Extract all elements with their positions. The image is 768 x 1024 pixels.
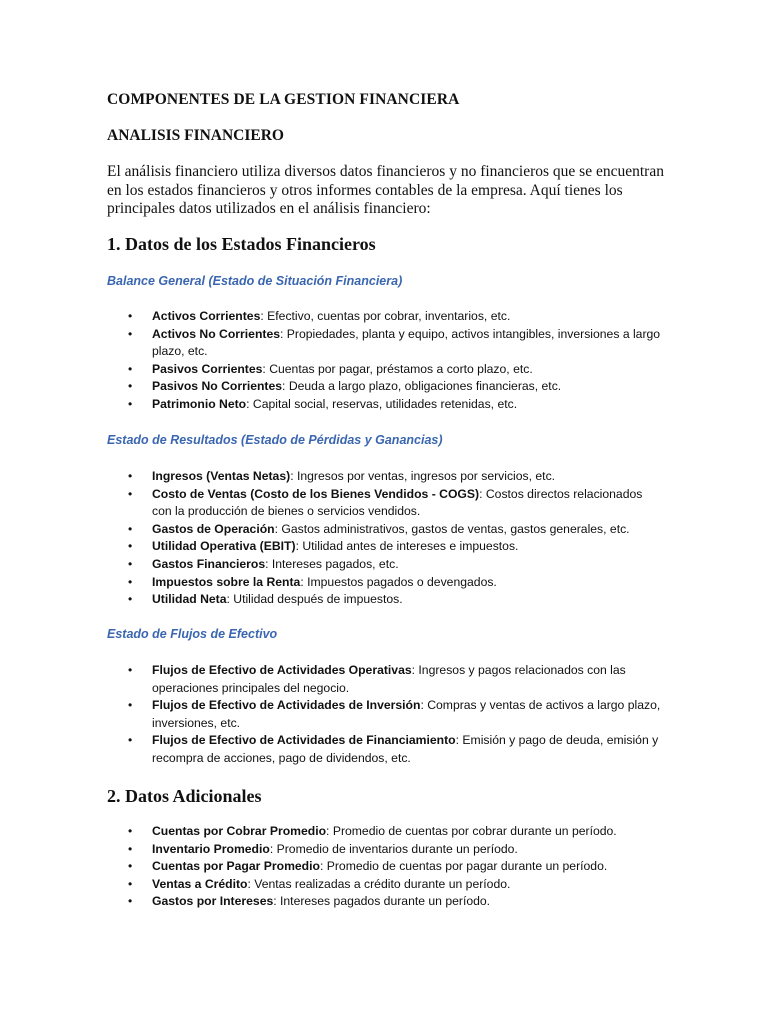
list-item-term: Activos Corrientes — [152, 309, 261, 323]
list-item-description: : Intereses pagados durante un período. — [273, 894, 491, 909]
estado-resultados-heading: Estado de Resultados (Estado de Pérdidas y Ganancias) — [107, 433, 443, 447]
list-item-description: : Costos directos relacionados con la producción de bienes o servicios vendidos. — [152, 486, 643, 519]
list-item-description: : Compras y ventas de activos a largo plazo, inversiones, etc. — [152, 698, 661, 730]
estado-resultados-list — [128, 468, 663, 609]
list-item — [128, 841, 663, 859]
balance-general-heading: Balance General (Estado de Situación Financiera) — [107, 274, 403, 288]
list-item-description: : Deuda a largo plazo, obligaciones financieras, etc. — [282, 379, 562, 394]
list-item — [128, 876, 663, 894]
bullet-icon: • — [128, 396, 133, 411]
section-2-heading: 2. Datos Adicionales — [107, 786, 262, 806]
list-item-description: : Promedio de cuentas por cobrar durante un período. — [326, 824, 617, 838]
list-item-description: : Efectivo, cuentas por cobrar, inventarios, etc. — [260, 309, 511, 323]
bullet-icon: • — [128, 824, 133, 838]
list-item-description: : Utilidad antes de intereses e impuestos. — [295, 539, 519, 554]
list-item — [128, 308, 663, 326]
list-item — [128, 574, 663, 592]
list-item — [128, 521, 663, 539]
list-item — [128, 486, 663, 521]
list-item-term: Impuestos sobre la Renta — [152, 574, 301, 589]
list-item-description: : Ingresos y pagos relacionados con las operaciones principales del negocio. — [152, 663, 626, 695]
list-item-description: : Ingresos por ventas, ingresos por servicios, etc. — [290, 469, 556, 483]
list-item — [128, 732, 663, 767]
bullet-icon: • — [128, 876, 133, 891]
list-item-description: : Utilidad después de impuestos. — [226, 592, 403, 607]
list-item-term: Ingresos (Ventas Netas) — [152, 469, 291, 483]
list-item-term: Utilidad Neta — [152, 592, 227, 607]
list-item — [128, 326, 663, 361]
bullet-icon: • — [128, 326, 133, 341]
bullet-icon: • — [128, 361, 133, 376]
list-item-term: Flujos de Efectivo de Actividades de Financiamiento — [152, 733, 456, 748]
balance-general-list — [128, 308, 663, 414]
list-item-description: : Emisión y pago de deuda, emisión y recompra de acciones, pago de dividendos, etc. — [152, 733, 659, 765]
list-item-description: : Promedio de inventarios durante un período. — [269, 841, 518, 856]
list-item-term: Flujos de Efectivo de Actividades de Inversión — [152, 698, 421, 713]
intro-paragraph: El análisis financiero utiliza diversos datos financieros y no financieros que se encuentran en los estados financieros y otros informes contables de la empresa. Aquí tienes los principales datos utilizados en el análisis financiero: — [107, 163, 664, 217]
list-item-term: Ventas a Crédito — [152, 876, 248, 891]
list-item — [128, 858, 663, 876]
list-item-term: Gastos de Operación — [152, 521, 275, 536]
bullet-icon: • — [128, 469, 133, 483]
list-item — [128, 662, 663, 697]
bullet-icon: • — [128, 521, 133, 536]
list-item-term: Cuentas por Pagar Promedio — [152, 859, 320, 874]
list-item-term: Pasivos Corrientes — [152, 361, 263, 376]
list-item-term: Activos No Corrientes — [152, 326, 280, 341]
list-item-term: Utilidad Operativa (EBIT) — [152, 539, 296, 554]
list-item-description: : Promedio de cuentas por pagar durante un período. — [319, 859, 608, 874]
list-item-description: : Gastos administrativos, gastos de ventas, gastos generales, etc. — [274, 521, 630, 536]
document-subtitle: ANALISIS FINANCIERO — [107, 127, 284, 144]
bullet-icon: • — [128, 841, 133, 856]
list-item — [128, 556, 663, 574]
list-item-description: : Impuestos pagados o devengados. — [300, 574, 497, 589]
bullet-icon: • — [128, 379, 133, 394]
list-item-term: Patrimonio Neto — [152, 396, 247, 411]
bullet-icon: • — [128, 486, 133, 501]
list-item-term: Flujos de Efectivo de Actividades Operativas — [152, 663, 412, 677]
list-item-description: : Intereses pagados, etc. — [265, 556, 399, 571]
bullet-icon: • — [128, 663, 133, 677]
flujos-efectivo-list — [128, 662, 663, 768]
list-item — [128, 697, 663, 732]
bullet-icon: • — [128, 309, 133, 323]
list-item — [128, 823, 663, 841]
list-item-description: : Ventas realizadas a crédito durante un período. — [247, 876, 511, 891]
list-item-term: Costo de Ventas (Costo de los Bienes Vendidos - COGS) — [152, 486, 480, 501]
flujos-efectivo-heading: Estado de Flujos de Efectivo — [107, 627, 278, 641]
document-title: COMPONENTES DE LA GESTION FINANCIERA — [107, 91, 460, 108]
list-item-term: Gastos Financieros — [152, 556, 266, 571]
bullet-icon: • — [128, 894, 133, 909]
list-item-term: Cuentas por Cobrar Promedio — [152, 824, 327, 838]
list-item-description: : Capital social, reservas, utilidades retenidas, etc. — [246, 396, 518, 411]
list-item-description: : Cuentas por pagar, préstamos a corto plazo, etc. — [262, 361, 533, 376]
list-item — [128, 361, 663, 379]
bullet-icon: • — [128, 698, 133, 713]
list-item-description: : Propiedades, planta y equipo, activos intangibles, inversiones a largo plazo, etc. — [152, 326, 661, 359]
list-item — [128, 893, 663, 911]
list-item — [128, 591, 663, 609]
list-item — [128, 378, 663, 396]
list-item — [128, 538, 663, 556]
bullet-icon: • — [128, 574, 133, 589]
datos-adicionales-list — [128, 823, 663, 911]
list-item-term: Pasivos No Corrientes — [152, 379, 283, 394]
list-item-term: Gastos por Intereses — [152, 894, 274, 909]
section-1-heading: 1. Datos de los Estados Financieros — [107, 234, 376, 254]
bullet-icon: • — [128, 539, 133, 554]
bullet-icon: • — [128, 592, 133, 607]
bullet-icon: • — [128, 733, 133, 748]
bullet-icon: • — [128, 556, 133, 571]
list-item-term: Inventario Promedio — [152, 841, 270, 856]
list-item — [128, 468, 663, 486]
list-item — [128, 396, 663, 414]
bullet-icon: • — [128, 859, 133, 874]
